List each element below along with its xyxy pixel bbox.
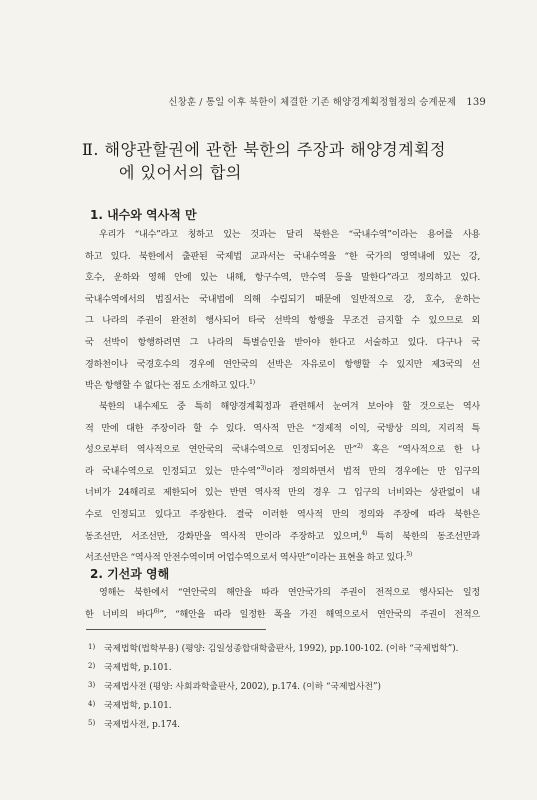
chapter-title-line-2: 에 있어서의 합의 — [119, 162, 242, 182]
footnote-item — [88, 639, 488, 658]
footnote-list — [88, 639, 488, 734]
footnote-item — [88, 715, 488, 734]
footnote-item — [88, 658, 488, 677]
text-segment: 한 너비의 바다 — [85, 609, 154, 620]
footnote-ref-1[interactable]: 1) — [249, 379, 255, 387]
section-heading-1: 1. 내수와 역사적 만 — [90, 207, 197, 222]
text-line: 국 선박이 항행하려면 그 나라의 특별승인을 받아야 한다고 서술하고 있다. 다구나 국 — [85, 337, 480, 348]
chapter-title — [82, 138, 512, 184]
text-segment: 혹은 “역사적으로 한 나 — [362, 445, 480, 456]
footnote-number: 2) — [88, 662, 96, 670]
text-line: 북한의 내수제도 중 특히 해양경계획정과 관련해서 눈여겨 보아야 할 것으로는 역사 — [99, 402, 480, 412]
footnote-ref-6[interactable]: 6) — [153, 607, 160, 615]
text-line: 라 국내수역으로 인정되고 있는 만수역”$^{3)}$이라 정의하면서 법적 만의 경우에는 만 입구의 — [85, 464, 480, 477]
text-segment: 박은 항행할 수 없다는 점도 소개하고 있다. — [85, 381, 250, 392]
footnote-ref-3[interactable]: 3) — [260, 464, 267, 472]
text-line: 수로 인정되고 있다고 주장한다. 결국 이러한 역사적 만의 정의와 주장에 따라 북한은 — [85, 509, 480, 520]
text-line: 우리가 “내수”라고 칭하고 있는 것과는 달리 북한은 “국내수역”이라는 용어를 사용 — [99, 230, 480, 240]
text-segment: ”, “해안을 따라 일정한 폭을 가진 해역으로서 연안국의 주권이 전적으 — [159, 609, 480, 620]
paragraph-2 — [85, 397, 480, 570]
footnote-item — [88, 696, 488, 715]
footnote-text: 국제법학(법학부용) (평양: 김일성종합대학출판사, 1992), pp.100-102. (이하 “국제법학”). — [104, 644, 459, 654]
text-line — [85, 376, 480, 398]
footnote-ref-5[interactable]: 5) — [406, 551, 412, 559]
paragraph-1 — [85, 225, 480, 398]
footnote-text: 국제법사전 (평양: 사회과학출판사, 2002), p.174. (이하 “국제법사전”) — [104, 682, 381, 692]
text-segment: 라 국내수역으로 인정되고 있는 만수역 — [85, 466, 257, 477]
text-line: 그 나라의 주권이 완전히 행사되어 타국 선박의 항행을 무조건 금지할 수 있으므로 외 — [85, 316, 480, 327]
text-line: 너비가 24해리로 제한되어 있는 반면 역사적 만의 경우 그 입구의 너비와는 상관없이 내 — [85, 488, 480, 499]
text-line: 하고 있다. 북한에서 출판된 국제법 교과서는 국내수역을 “한 국가의 영역내에 있는 강, — [85, 251, 480, 262]
footnote-divider — [86, 629, 266, 630]
text-line: 호수, 운하와 영해 안에 있는 내해, 항구수역, 만수역 등을 말한다”라고 정의하고 있다. — [85, 273, 480, 284]
running-head — [0, 94, 486, 108]
text-line: 영해는 북한에서 “연안국의 해안을 따라 연안국가의 주권이 전적으로 행사되는 일정 — [99, 588, 480, 598]
footnote-text: 국제법사전, p.174. — [104, 720, 181, 730]
text-line: 적 만에 대한 주장이라 할 수 있다. 역사적 만은 “경제적 이익, 국방상 의의, 지리적 특 — [85, 423, 480, 434]
footnote-ref-2[interactable]: 2) — [356, 443, 363, 451]
footnote-text: 국제법학, p.101. — [104, 701, 172, 711]
chapter-title-line-1: Ⅱ. 해양관할권에 관한 북한의 주장과 해양경계획정 — [82, 139, 447, 159]
footnote-ref-4[interactable]: 4) — [361, 529, 368, 537]
text-segment: 특히 북한의 동조선만과 — [367, 531, 480, 542]
paragraph-3 — [85, 583, 480, 626]
text-segment: ” — [352, 445, 357, 456]
text-segment: 성으로부터 역사적으로 연안국의 국내수역으로 인정되어온 만 — [85, 445, 353, 456]
footnote-item — [88, 677, 488, 696]
page-number: 139 — [466, 97, 486, 108]
text-segment: 동조선만, 서조선만, 강화만을 역사적 만이라 주장하고 있으며, — [85, 531, 362, 542]
text-line: 경하천이나 국경호수의 경우에 연안국의 선박은 자유로이 항행할 수 있지만 제3국의 선 — [85, 359, 480, 370]
text-line — [85, 605, 480, 627]
footnote-text: 국제법학, p.101. — [104, 663, 172, 673]
text-segment: 서조선만은 “역사적 안전수역이며 어업수역으로서 역사만”이라는 표현을 하고 있다. — [85, 553, 407, 564]
text-line — [85, 440, 480, 462]
footnote-number: 3) — [88, 681, 96, 689]
footnote-number: 1) — [88, 643, 96, 651]
text-line: 국내수역에서의 법질서는 국내법에 의해 수립되기 때문에 일반적으로 강, 호수, 운하는 — [85, 294, 480, 305]
footnote-number: 5) — [88, 719, 96, 727]
footnote-number: 4) — [88, 700, 96, 708]
text-segment: 이라 정의하면서 법적 만의 경우에는 만 입구의 — [266, 466, 480, 477]
section-heading-2: 2. 기선과 영해 — [90, 566, 170, 581]
running-head-title: 신창훈 / 통일 이후 북한이 체결한 기존 해양경계획정협정의 승계문제 — [168, 97, 457, 108]
text-line — [85, 527, 480, 549]
